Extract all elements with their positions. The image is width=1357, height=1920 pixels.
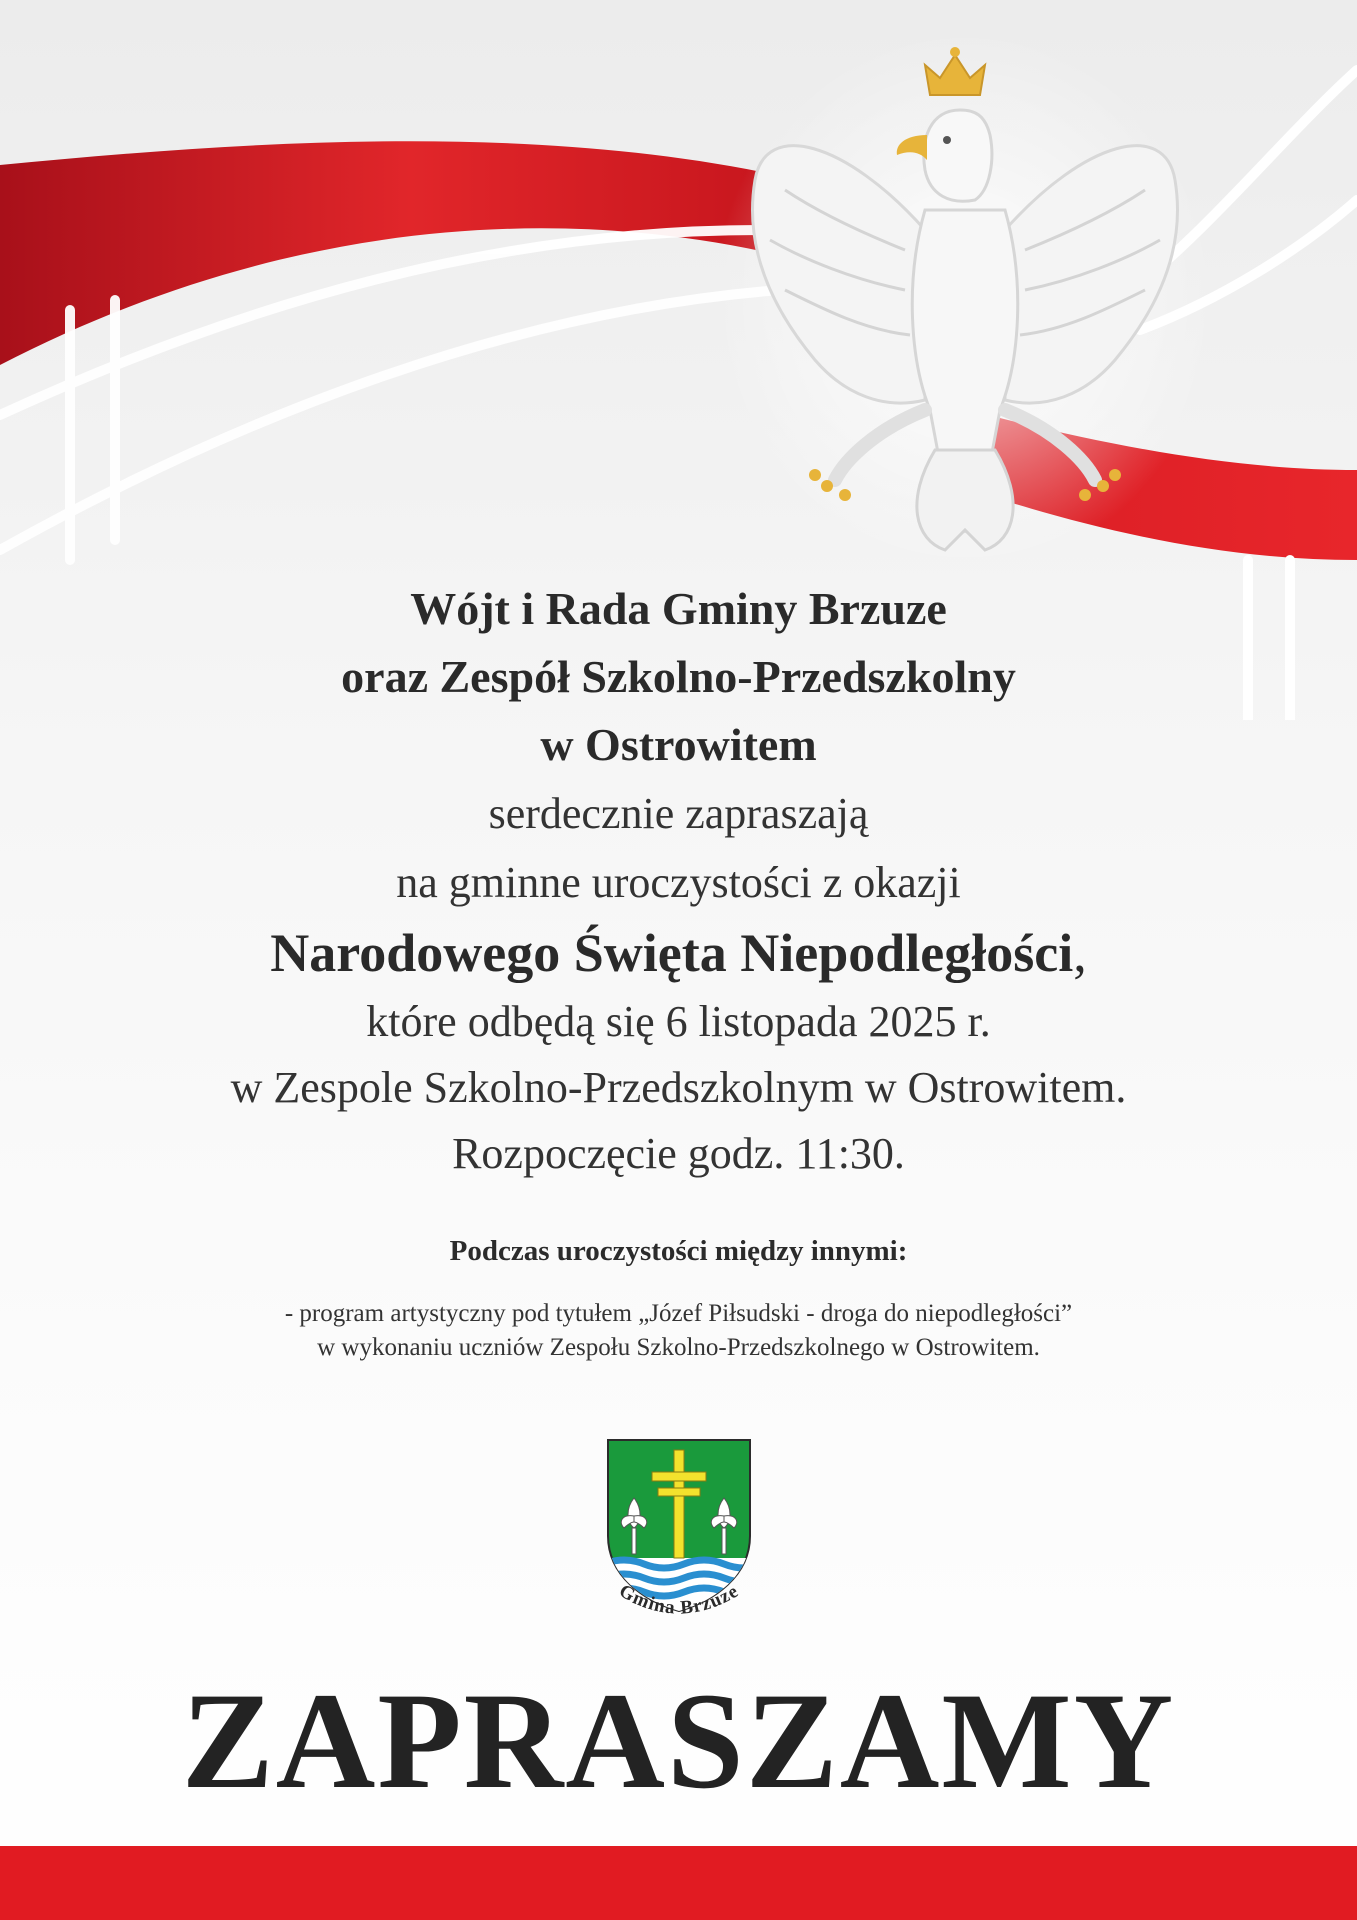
- red-ribbon-left: [0, 141, 820, 365]
- event-venue: w Zespole Szkolno-Przedszkolnym w Ostrowitem.: [230, 1063, 1127, 1112]
- program-heading: Podczas uroczystości między innymi:: [449, 1235, 908, 1267]
- program-item: [0, 1297, 1357, 1365]
- holiday-name-comma: ,: [1073, 923, 1087, 983]
- program-item-line-2: w wykonaniu uczniów Zespołu Szkolno-Przedszkolnego w Ostrowitem.: [317, 1334, 1040, 1361]
- holiday-name: [0, 917, 1357, 989]
- organizer-line-1: Wójt i Rada Gminy Brzuze: [410, 583, 947, 634]
- event-start-time: Rozpoczęcie godz. 11:30.: [452, 1129, 905, 1178]
- event-date: które odbędą się 6 listopada 2025 r.: [366, 997, 991, 1046]
- bottom-red-bar: [0, 1846, 1357, 1920]
- holiday-name-text: Narodowego Święta Niepodległości: [270, 923, 1074, 983]
- organizer-line-2: oraz Zespół Szkolno-Przedszkolny: [341, 651, 1016, 702]
- invite-line-2: na gminne uroczystości z okazji: [396, 858, 961, 907]
- organizer-line-3: w Ostrowitem: [540, 719, 817, 770]
- footer-title: ZAPRASZAMY: [181, 1664, 1176, 1817]
- invitation-text: [0, 575, 1357, 1365]
- invite-line-1: serdecznie zapraszają: [488, 789, 869, 838]
- gmina-coat-of-arms-icon: [594, 1436, 764, 1636]
- coat-caption: Gmina Brzuze: [615, 1580, 743, 1619]
- program-item-line-1: - program artystyczny pod tytułem „Józef Piłsudski - droga do niepodległości”: [284, 1300, 1073, 1327]
- white-eagle-icon: [715, 30, 1215, 570]
